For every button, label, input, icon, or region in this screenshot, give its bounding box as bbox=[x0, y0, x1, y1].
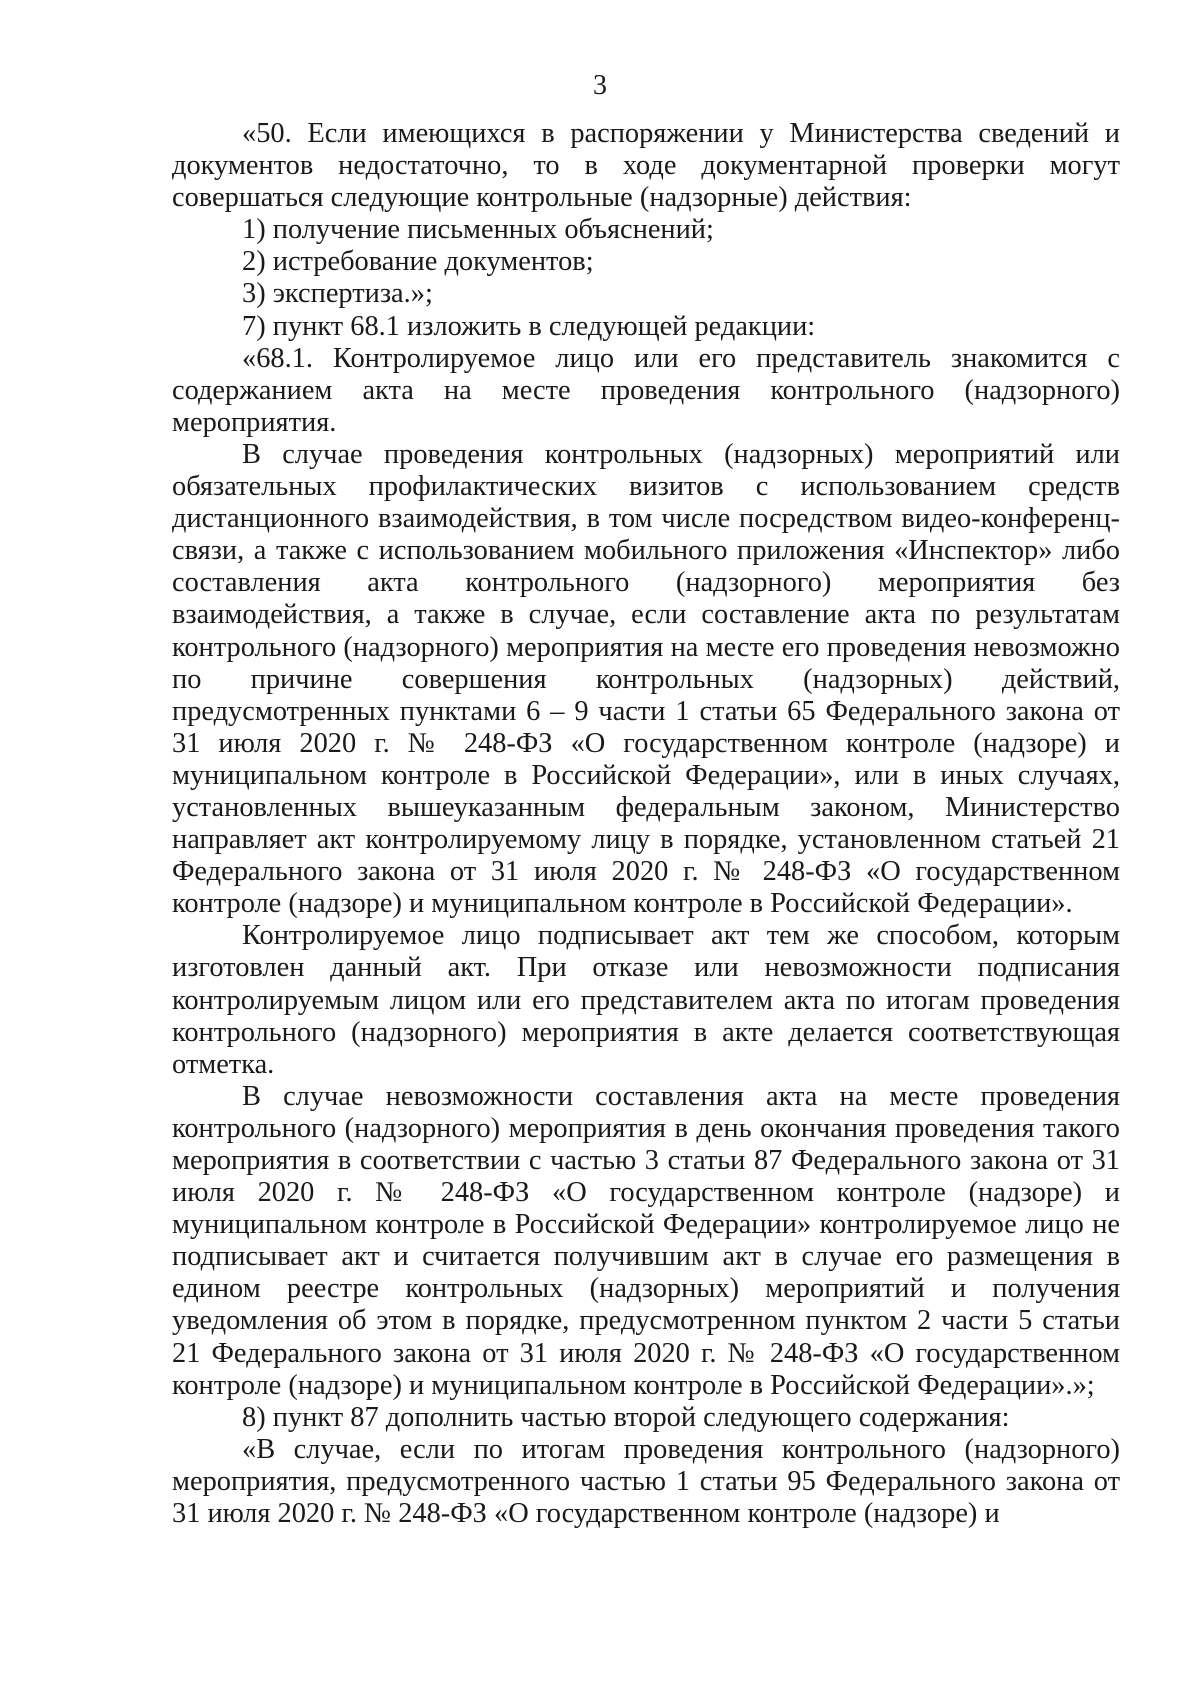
amendment-8: 8) пункт 87 дополнить частью второй следующего содержания: bbox=[242, 1401, 1010, 1433]
paragraph-68-1: «68.1. Контролируемое лицо или его представитель знакомится с содержанием акта на месте проведения контрольного (надзорного) мероприятия. bbox=[172, 342, 1120, 438]
paragraph-signing: Контролируемое лицо подписывает акт тем же способом, которым изготовлен данный акт. При отказе или невозможности подписания контролируемым лицом или его представителем акта по итогам проведения контрольного (надзорного) мероприятия в акте делается соответствующая отметка. bbox=[172, 920, 1120, 1080]
paragraph-remote-interaction: В случае проведения контрольных (надзорных) мероприятий или обязательных профилактических визитов с использованием средств дистанционного взаимодействия, в том числе посредством видео-конференц-связи, а также с использованием мобильного приложения «Инспектор» либо составления акта контрольного (надзорного) мероприятия без взаимодействия, а также в случае, если составление акта по результатам контрольного (надзорного) мероприятия на месте его проведения невозможно по причине совершения контрольных (надзорных) действий, предусмотренных пунктами 6 – 9 части 1 статьи 65 Федерального закона от 31 июля 2020 г. № 248-ФЗ «О государственном контроле (надзоре) и муниципальном контроле в Российской Федерации», или в иных случаях, установленных вышеуказанным федеральным законом, Министерство направляет акт контролируемому лицу в порядке, установленном статьей 21 Федерального закона от 31 июля 2020 г. № 248-ФЗ «О государственном контроле (надзоре) и муниципальном контроле в Российской Федерации». bbox=[172, 438, 1120, 920]
paragraph-50: «50. Если имеющихся в распоряжении у Министерства сведений и документов недостаточно, то в ходе документарной проверки могут совершаться следующие контрольные (надзорные) действия: bbox=[172, 118, 1120, 214]
paragraph-impossibility: В случае невозможности составления акта на месте проведения контрольного (надзорного) мероприятия в день окончания проведения такого мероприятия в соответствии с частью 3 статьи 87 Федерального закона от 31 июля 2020 г. № 248-ФЗ «О государственном контроле (надзоре) и муниципальном контроле в Российской Федерации» контролируемое лицо не подписывает акт и считается получившим акт в случае его размещения в едином реестре контрольных (надзорных) мероприятий и получения уведомления об этом в порядке, предусмотренном пунктом 2 части 5 статьи 21 Федерального закона от 31 июля 2020 г. № 248-ФЗ «О государственном контроле (надзоре) и муниципальном контроле в Российской Федерации».»; bbox=[172, 1080, 1120, 1401]
page-number: 3 bbox=[593, 70, 607, 101]
list-item-2: 2) истребование документов; bbox=[242, 246, 594, 278]
paragraph-87-addition: «В случае, если по итогам проведения контрольного (надзорного) мероприятия, предусмотренного частью 1 статьи 95 Федерального закона от 31 июля 2020 г. № 248-ФЗ «О государственном контроле (надзоре) и bbox=[172, 1433, 1120, 1530]
list-item-3: 3) экспертиза.»; bbox=[242, 278, 433, 310]
list-item-1: 1) получение письменных объяснений; bbox=[242, 214, 714, 246]
document-body bbox=[172, 118, 1120, 1530]
amendment-7: 7) пункт 68.1 изложить в следующей редакции: bbox=[242, 310, 816, 342]
